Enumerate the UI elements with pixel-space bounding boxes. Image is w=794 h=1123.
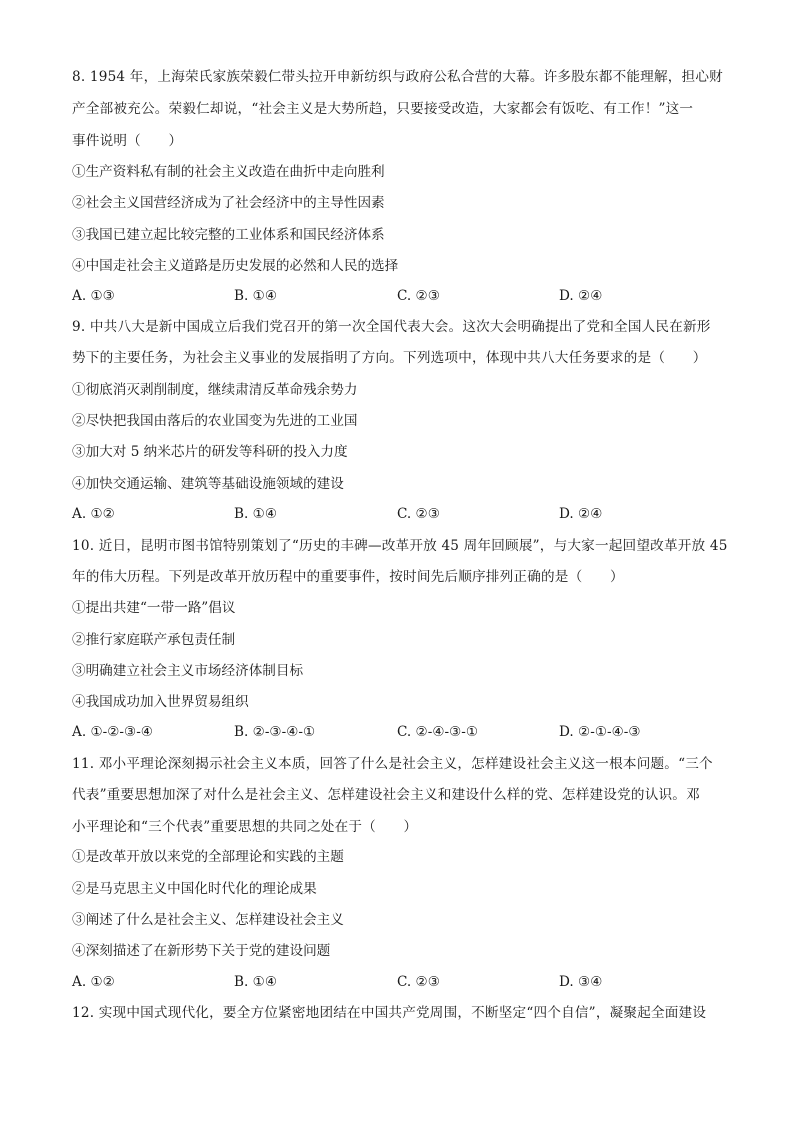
statement-option: ③明确建立社会主义市场经济体制目标 (72, 663, 304, 679)
statement-option: ④深刻描述了在新形势下关于党的建设问题 (72, 943, 331, 959)
choice-d: D. ②-①-④-③ (559, 724, 641, 740)
statement-option: ①生产资料私有制的社会主义改造在曲折中走向胜利 (72, 164, 385, 180)
choice-a: A. ①② (72, 974, 115, 990)
question-stem-line: 9. 中共八大是新中国成立后我们党召开的第一次全国代表大会。这次大会明确提出了党和全国人民在新形 (72, 319, 711, 335)
choice-c: C. ②-④-③-① (397, 724, 479, 740)
choice-b: B. ①④ (234, 506, 278, 522)
choice-b: B. ①④ (234, 288, 278, 304)
choice-b: B. ②-③-④-① (234, 724, 316, 740)
choice-c: C. ②③ (397, 288, 440, 304)
question-stem-line: 事件说明（ ） (72, 133, 183, 149)
question-stem-line: 势下的主要任务，为社会主义事业的发展指明了方向。下列选项中，体现中共八大任务要求的是（ ） (72, 350, 707, 366)
question-stem-line: 8. 1954 年，上海荣氏家族荣毅仁带头拉开申新纺织与政府公私合营的大幕。许多股东都不能理解，担心财 (72, 69, 723, 85)
choice-d: D. ②④ (559, 506, 603, 522)
statement-option: ④加快交通运输、建筑等基础设施领域的建设 (72, 476, 344, 492)
choice-d: D. ③④ (559, 974, 603, 990)
choice-a: A. ①② (72, 506, 115, 522)
statement-option: ②尽快把我国由落后的农业国变为先进的工业国 (72, 413, 358, 429)
question-stem-line: 12. 实现中国式现代化，要全方位紧密地团结在中国共产党周围，不断坚定“四个自信”，凝聚起全面建设 (72, 1005, 707, 1021)
question-stem-line: 代表”重要思想加深了对什么是社会主义、怎样建设社会主义和建设什么样的党、怎样建设党的认识。邓 (72, 787, 700, 803)
choice-a: A. ①-②-③-④ (72, 724, 153, 740)
statement-option: ①是改革开放以来党的全部理论和实践的主题 (72, 849, 344, 865)
choice-c: C. ②③ (397, 974, 440, 990)
choice-b: B. ①④ (234, 974, 278, 990)
choice-d: D. ②④ (559, 288, 603, 304)
statement-option: ②社会主义国营经济成为了社会经济中的主导性因素 (72, 195, 385, 211)
statement-option: ②是马克思主义中国化时代化的理论成果 (72, 881, 317, 897)
statement-option: ③我国已建立起比较完整的工业体系和国民经济体系 (72, 227, 385, 243)
statement-option: ③加大对 5 纳米芯片的研发等科研的投入力度 (72, 444, 348, 460)
choice-a: A. ①③ (72, 288, 115, 304)
answer-choices (72, 504, 732, 524)
answer-choices (72, 286, 732, 306)
statement-option: ①提出共建“一带一路”倡议 (72, 600, 236, 616)
question-stem-line: 11. 邓小平理论深刻揭示社会主义本质，回答了什么是社会主义，怎样建设社会主义这一根本问题。“三个 (72, 756, 713, 772)
answer-choices (72, 722, 732, 742)
answer-choices (72, 972, 732, 992)
question-stem-line: 产全部被充公。荣毅仁却说，“社会主义是大势所趋，只要接受改造，大家都会有饭吃、有工作！”这一 (72, 101, 694, 117)
statement-option: ③阐述了什么是社会主义、怎样建设社会主义 (72, 912, 344, 928)
statement-option: ④我国成功加入世界贸易组织 (72, 694, 249, 710)
question-stem-line: 年的伟大历程。下列是改革开放历程中的重要事件，按时间先后顺序排列正确的是（ ） (72, 569, 624, 585)
question-stem-line: 小平理论和“三个代表”重要思想的共同之处在于（ ） (72, 819, 418, 835)
question-stem-line: 10. 近日，昆明市图书馆特别策划了“历史的丰碑—改革开放 45 周年回顾展”，与大家一起回望改革开放 45 (72, 538, 728, 554)
statement-option: ④中国走社会主义道路是历史发展的必然和人民的选择 (72, 258, 399, 274)
choice-c: C. ②③ (397, 506, 440, 522)
statement-option: ①彻底消灭剥削制度，继续肃清反革命残余势力 (72, 382, 358, 398)
statement-option: ②推行家庭联产承包责任制 (72, 632, 236, 648)
